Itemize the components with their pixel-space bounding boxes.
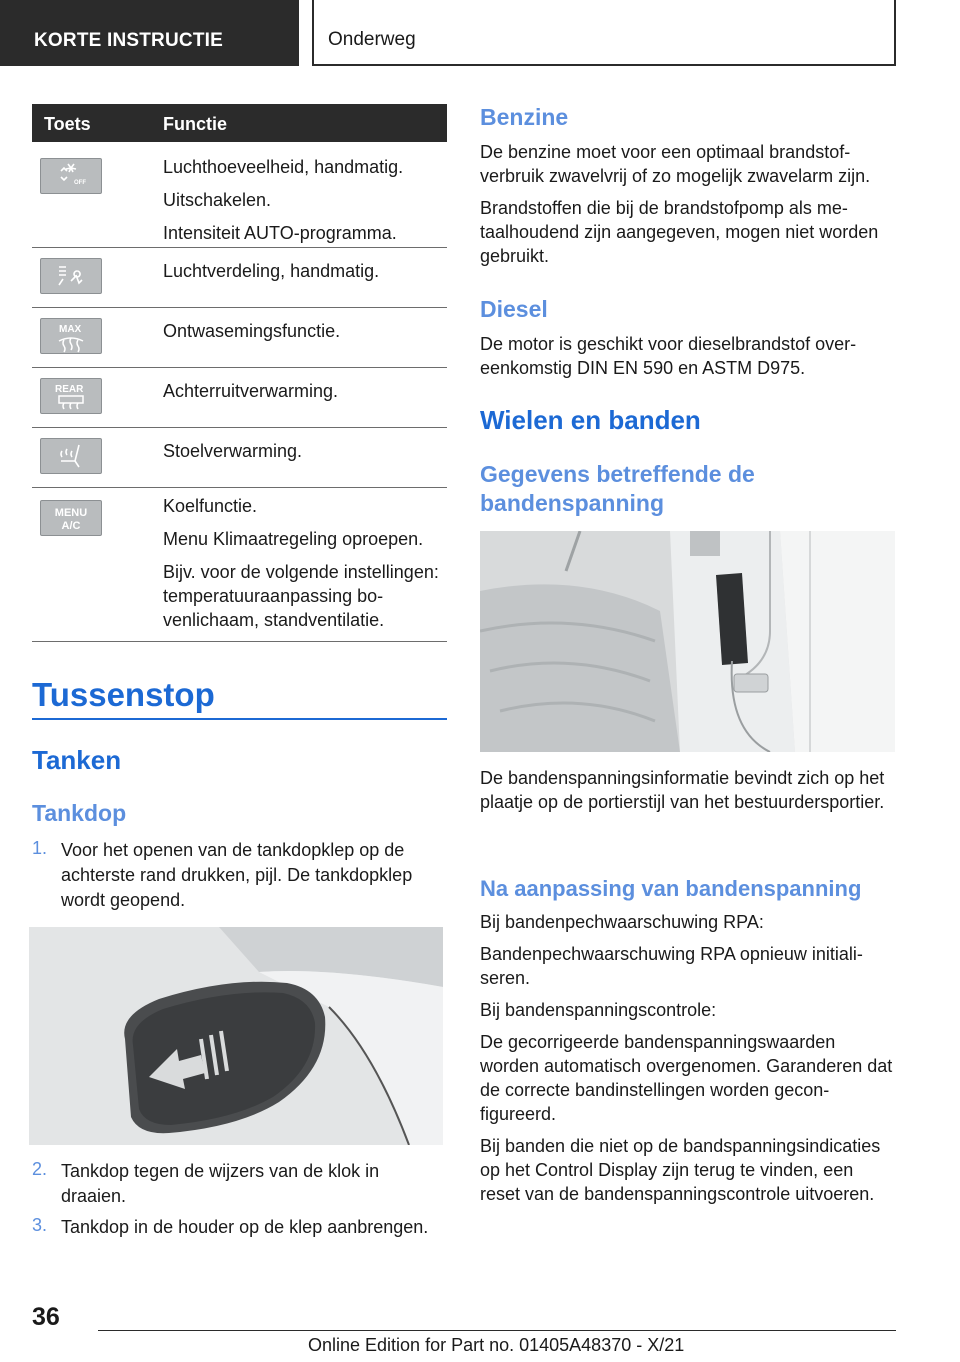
table-row [32, 488, 447, 642]
table-row [32, 142, 447, 248]
heading-benzine: Benzine [480, 104, 569, 130]
after-adjust-text [480, 910, 896, 1214]
function-text: Achterruitverwarming. [163, 381, 339, 401]
chapter-title: Onderweg [328, 29, 416, 50]
table-row [32, 308, 447, 368]
heading-diesel: Diesel [480, 296, 548, 322]
chapter-tab [312, 0, 896, 66]
air-distribution-icon [40, 258, 102, 294]
table-row [32, 368, 447, 428]
section-divider [32, 718, 447, 720]
function-text: Stoelverwarming. [163, 441, 303, 461]
function-text: Intensiteit AUTO-programma. [163, 223, 397, 243]
key-label: REAR [55, 384, 84, 395]
section-heading: Tussenstop [32, 676, 215, 713]
fan-auto-off-icon [40, 158, 102, 194]
function-text: Luchthoeveelheid, handmatig. [163, 157, 404, 177]
step-text: Tankdop tegen de wijzers van de klok in draaien. [61, 1161, 380, 1206]
step-text: Tankdop in de houder op de klep aanbrengen. [61, 1217, 429, 1237]
seat-heating-icon [40, 438, 102, 474]
col-header-function: Functie [163, 114, 228, 134]
paragraph: Brandstoffen die bij de brandstofpomp als metaalhoudend zijn aangegeven, mogen niet worden gebruikt. [480, 198, 879, 266]
function-text: Ontwasemingsfunctie. [163, 321, 341, 341]
paragraph: De gecorrigeerde bandenspanningswaarden worden automatisch overgenomen. Garanderen dat de correcte bandinstellingen worden geconfigureerd. [480, 1032, 893, 1124]
menu-ac-icon [40, 500, 102, 536]
climate-keys-table [32, 104, 447, 642]
svg-text:OFF: OFF [74, 180, 86, 186]
function-text: Menu Klimaatregeling oproepen. [163, 529, 424, 549]
paragraph: De bandenspanningsinformatie bevindt zich op het plaatje op de portierstijl van het bestuurdersportier. [480, 768, 885, 812]
tire-label-caption [480, 766, 896, 822]
svg-text:A/C: A/C [61, 520, 81, 532]
function-text: Koelfunctie. [163, 496, 258, 516]
step-number: 3. [32, 1215, 48, 1235]
fuel-cap-photo [29, 927, 443, 1145]
function-text: Luchtverdeling, handmatig. [163, 261, 380, 281]
paragraph: De benzine moet voor een optimaal brandstofverbruik zwavelvrij of zo mogelijk zwavelarm zijn. [480, 142, 871, 186]
paragraph: De motor is geschikt voor dieselbrandstof overeenkomstig DIN EN 590 en ASTM D975. [480, 334, 857, 378]
heading-tankdop: Tankdop [32, 800, 127, 826]
step-number: 2. [32, 1159, 48, 1179]
step-number: 1. [32, 838, 48, 858]
footer-divider [98, 1330, 896, 1331]
function-text: Bijv. voor de volgende instellingen: temperatuuraanpassing bovenlichaam, standventilatie. [163, 562, 439, 630]
heading-tire-data: Gegevens betreffende de bandenspanning [480, 461, 755, 516]
step-text: Voor het openen van de tankdopklep op de achterste rand drukken, pijl. De tankdopklep wordt geopend. [61, 840, 413, 910]
heading-after-adjust: Na aanpassing van bandenspanning [480, 876, 862, 901]
function-text: Uitschakelen. [163, 190, 272, 210]
heading-tanken: Tanken [32, 745, 122, 775]
table-row [32, 428, 447, 488]
key-label: MAX [59, 324, 82, 335]
max-defrost-icon [40, 318, 102, 354]
svg-text:MENU: MENU [54, 507, 88, 519]
rear-defrost-icon [40, 378, 102, 414]
table-header [32, 104, 447, 142]
diesel-text [480, 332, 896, 388]
paragraph: Bij banden die niet op de bandspanningsindicaties op het Control Display zijn terug te vinden, een reset van de bandenspanningscontrole uitvoeren. [480, 1136, 881, 1204]
paragraph: Bandenpechwaarschuwing RPA opnieuw initialiseren. [480, 944, 863, 988]
tire-label-photo [480, 531, 895, 752]
paragraph: Bij bandenpechwaarschuwing RPA: [480, 912, 764, 932]
section-tab [0, 0, 299, 66]
paragraph: Bij bandenspanningscontrole: [480, 1000, 717, 1020]
benzine-text [480, 140, 896, 276]
page-number: 36 [32, 1303, 60, 1331]
table-row [32, 248, 447, 308]
heading-wheels: Wielen en banden [480, 405, 701, 435]
section-title: KORTE INSTRUCTIE [34, 30, 223, 51]
col-header-key: Toets [44, 114, 91, 134]
footer-edition: Online Edition for Part no. 01405A48370 - X/21 [308, 1335, 685, 1355]
